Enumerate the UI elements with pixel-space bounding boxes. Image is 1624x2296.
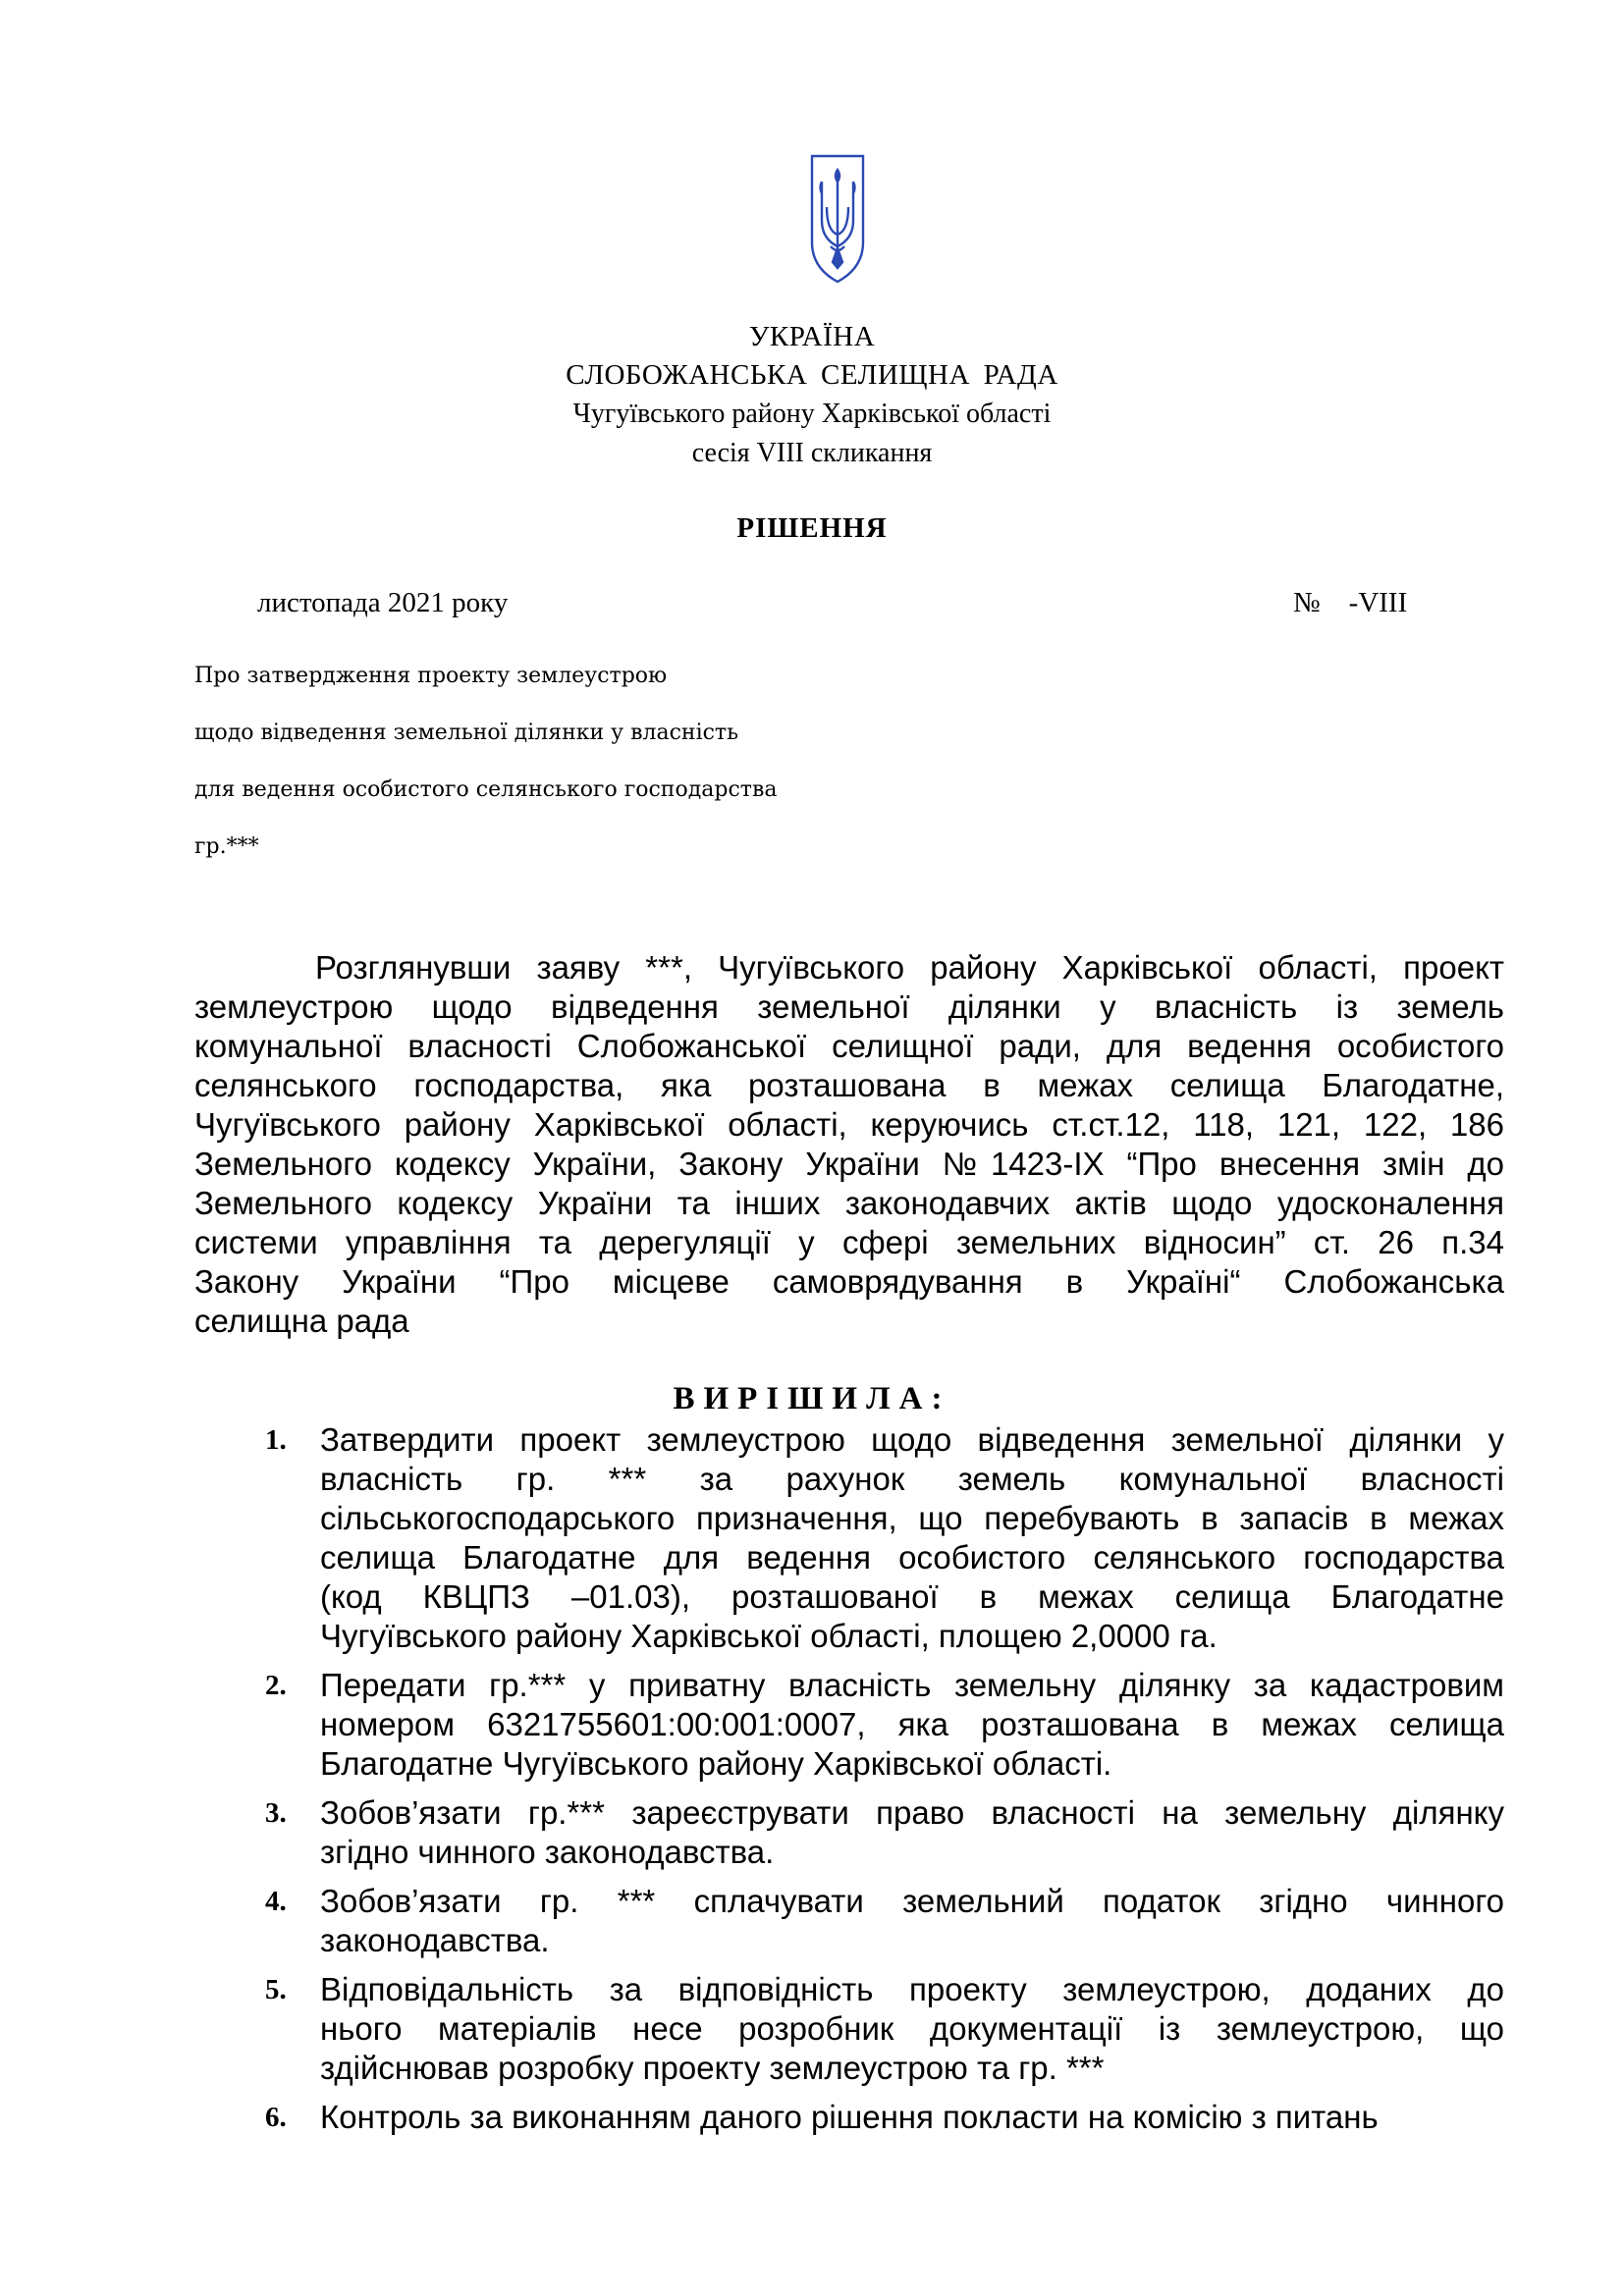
coat-of-arms-icon	[809, 152, 866, 286]
subject-line: для ведення особистого селянського господарства	[194, 777, 778, 802]
item-text-line: (код КВЦПЗ –01.03), розташованої в межах селища Благодатне	[320, 1578, 1504, 1615]
item-number: 6.	[265, 2102, 287, 2133]
item-number: 5.	[265, 1974, 287, 2005]
decision-item	[194, 1793, 1504, 1872]
subject-line: щодо відведення земельної ділянки у власність	[194, 721, 739, 745]
country-heading: УКРАЇНА	[748, 321, 876, 352]
decision-items	[194, 1420, 1504, 2147]
session-heading: сесія VIII скликання	[691, 438, 933, 468]
item-text-line: законодавства.	[320, 1922, 550, 1958]
decision-item	[194, 1420, 1504, 1656]
decision-item	[194, 1970, 1504, 2088]
decision-item	[194, 1666, 1504, 1784]
item-text-line: Відповідальність за відповідність проекту землеустрою, доданих до	[320, 1971, 1504, 2007]
item-text-line: Чугуївського району Харківської області, площею 2,0000 га.	[320, 1618, 1218, 1654]
item-text-line: сільськогосподарського призначення, що перебувають в запасів в межах	[320, 1500, 1504, 1536]
preamble-line: Закону України “Про місцеве самоврядування в Україні“ Слобожанська	[194, 1263, 1504, 1300]
item-number: 3.	[265, 1797, 287, 1829]
item-number: 1.	[265, 1424, 287, 1456]
item-text-line: власність гр. *** за рахунок земель комунальної власності	[320, 1461, 1504, 1497]
district-heading: Чугуївського району Харківської області	[572, 399, 1052, 429]
item-text-line: згідно чинного законодавства.	[320, 1834, 775, 1870]
item-text-line: Контроль за виконанням даного рішення покласти на комісію з питань	[320, 2099, 1379, 2135]
preamble-line: селищна рада	[194, 1303, 409, 1339]
decision-item	[194, 2098, 1504, 2137]
decision-subject	[194, 662, 882, 862]
decision-date: листопада 2021 року	[257, 587, 509, 618]
item-number: 4.	[265, 1886, 287, 1917]
subject-line: Про затвердження проекту землеустрою	[194, 664, 668, 688]
item-text-line: Зобов’язати гр.*** зареєструвати право власності на земельну ділянку	[320, 1794, 1504, 1831]
item-text-line: нього матеріалів несе розробник документації із землеустрою, що	[320, 2010, 1504, 2047]
item-number: 2.	[265, 1670, 287, 1701]
preamble-line: Земельного кодексу України та інших законодавчих актів щодо удосконалення	[194, 1185, 1504, 1221]
preamble-line: землеустрою щодо відведення земельної ділянки у власність із земель	[194, 988, 1504, 1025]
resolved-heading: ВИРІШИЛА:	[673, 1381, 951, 1416]
preamble-line: селянського господарства, яка розташована в межах селища Благодатне,	[194, 1067, 1504, 1103]
item-text-line: номером 6321755601:00:001:0007, яка розташована в межах селища	[320, 1706, 1504, 1742]
item-text-line: Зобов’язати гр. *** сплачувати земельний податок згідно чинного	[320, 1883, 1504, 1919]
preamble-line: системи управління та дерегуляції у сфері земельних відносин” ст. 26 п.34	[194, 1224, 1504, 1260]
council-heading: СЛОБОЖАНСЬКА СЕЛИЩНА РАДА	[566, 359, 1058, 391]
item-text-line: Благодатне Чугуївського району Харківської області.	[320, 1745, 1112, 1782]
preamble-line: Чугуївського району Харківської області, керуючись ст.ст.12, 118, 121, 122, 186	[194, 1106, 1504, 1143]
document-type-title: РІШЕННЯ	[736, 512, 888, 544]
item-text-line: Передати гр.*** у приватну власність земельну ділянку за кадастровим	[320, 1667, 1504, 1703]
decision-item	[194, 1882, 1504, 1960]
preamble-line: комунальної власності Слобожанської селищної ради, для ведення особистого	[194, 1028, 1504, 1064]
subject-line: гр.***	[194, 834, 259, 859]
item-text-line: Затвердити проект землеустрою щодо відведення земельної ділянки у	[320, 1421, 1504, 1458]
preamble-paragraph	[194, 948, 1504, 1341]
decision-number: № -VIII	[1293, 587, 1408, 618]
preamble-line: Розглянувши заяву ***, Чугуївського району Харківської області, проект	[315, 949, 1504, 986]
preamble-line: Земельного кодексу України, Закону України №1423-IX “Про внесення змін до	[194, 1146, 1504, 1182]
item-text-line: селища Благодатне для ведення особистого селянського господарства	[320, 1539, 1504, 1575]
item-text-line: здійснював розробку проекту землеустрою та гр. ***	[320, 2050, 1105, 2086]
